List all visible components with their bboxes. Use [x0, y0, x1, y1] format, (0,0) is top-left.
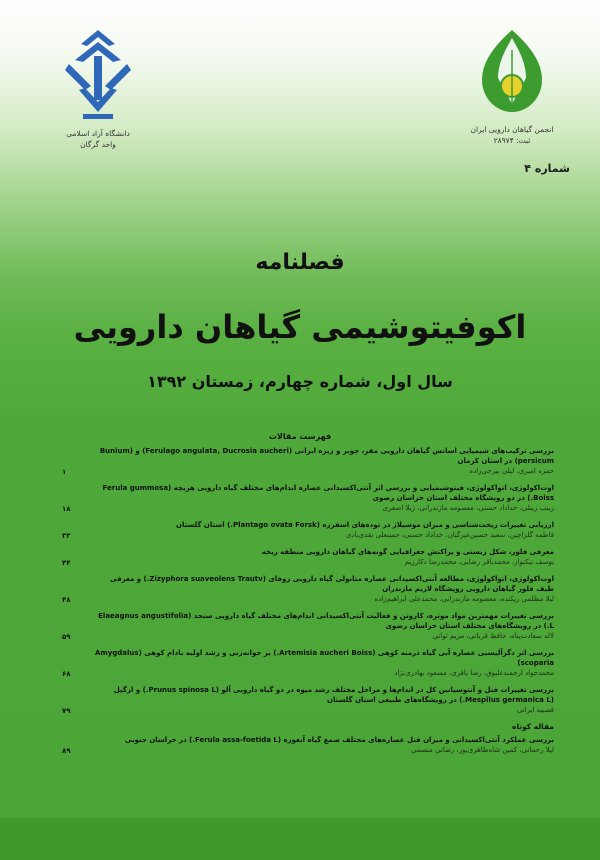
toc-entry[interactable]: [62, 547, 554, 567]
toc-entry-title: معرفی فلور، شکل زیستی و پراکنش جغرافیایی گونه‌های گیاهان دارویی منطقه ریخه: [261, 548, 554, 556]
toc-entry-authors: زینب زینلی، خداداد حسنی، معصومه مازندرانی، ژیلا اصغری: [382, 504, 554, 512]
university-caption-line1: دانشگاه آزاد اسلامی: [66, 129, 130, 138]
toc-entry-title: بررسی تغییرات مهمترین مواد موثره، کاروتن و فعالیت آنتی‌اکسیدانی اندام‌های مختلف گیاه دارویی سنجد (Elaeagnus angustifolia L.) در رویشگاه‌های مختلف استان خراسان رضوی: [98, 612, 554, 630]
toc-entry-authors: محمدجواد ارجمندغلیوق، رضا یاقری، مسعود بهادری‌نژاد: [394, 669, 554, 677]
university-caption-line2: واحد گرگان: [80, 140, 116, 149]
toc-entry-page: ۷۹: [62, 707, 71, 715]
toc-entry-page: ۴۸: [62, 596, 71, 604]
toc-entry[interactable]: [62, 483, 554, 513]
toc-entry-title: اوت‌اکولوژی، اتواکولوژی، مطالعه آنتی‌اکسیدانی عصاره متانولی گیاه دارویی زوفای (Zizyphora suaveolens Trautv.) و معرفی طیف فلور گیاهان دارویی رویشگاه لاریم مازندران: [109, 575, 554, 593]
toc-entry-authors: یوسف نیکنواز، محمدباقر رضایی، محمدرضا دکارزیم: [404, 558, 554, 566]
toc-entry-page: ۶۸: [62, 670, 71, 678]
society-logo: [442, 28, 582, 146]
toc-entry-title: اوت‌اکولوژی، اتواکولوژی، فیتوشیمیایی و بررسی اثر آنتی‌اکسیدانی عصاره اندام‌های مختلف گیاه دارویی هریچه (Ferula gummosa Boiss.) در دو رویشگاه مختلف استان خراسان رضوی: [102, 484, 554, 502]
toc-entry[interactable]: [62, 735, 554, 755]
toc-entry-page: ۱: [62, 468, 67, 476]
toc-entry[interactable]: [62, 520, 554, 540]
toc-entry-authors: حمزه امیری، لیلی بیرجی‌زاده: [469, 467, 554, 475]
leaf-drop-icon: [476, 28, 548, 118]
journal-title: اکوفیتوشیمی گیاهان دارویی: [73, 308, 527, 346]
toc-entry[interactable]: [62, 611, 554, 641]
toc-entry-title: بررسی تغییرات فنل و آنتوسیانین کل در اندام‌ها و مراحل مختلف رشد میوه در دو گیاه دارویی آلو (Prunus spinosa L.) و ازگیل (Mespilus germanica L.) در رویشگاه‌های طبیعی استان گلستان: [113, 686, 554, 704]
toc-entry-page: ۴۴: [62, 559, 71, 567]
issue-number: شماره ۴: [524, 162, 570, 175]
toc-entry-title: ارزیابی تغییرات ریخت‌شناسی و میزان موسیلاژ در توده‌های اسفرزه (Plantago ovata Forsk.) استان گلستان: [175, 521, 554, 529]
journal-label: فصلنامه: [255, 250, 345, 275]
university-emblem-icon: [63, 28, 133, 126]
toc-entry-authors: لیلا رحمانی، کمین شاه‌ظاهری‌پور، رضانی متصمی: [411, 746, 554, 754]
toc-entry-page: ۳۳: [62, 532, 71, 540]
toc-list: [62, 446, 554, 715]
toc-entry[interactable]: [62, 648, 554, 678]
toc-entry-authors: قصیبه ایرانی: [516, 706, 554, 714]
toc-entry-authors: فاطمه گلزاچین، سعید حسین‌غیرگیان، خداداد حسنی، حسنعلی نقدی‌بادی: [345, 531, 554, 539]
short-articles-list: [62, 735, 554, 755]
toc-entry-authors: لیلا مظلمی ریکنده، معصومه مازندرانی، محمدعلی ابراهیم‌زاده: [374, 595, 554, 603]
toc-heading: فهرست مقالات: [268, 432, 332, 441]
toc-entry-page: ۵۹: [62, 633, 71, 641]
toc-entry-title: بررسی ترکیب‌های شیمیایی اسانس گیاهان دارویی مفر، چوبر و زیره ایرانی (Ferulago angulata, Ducrosia aucheri) و (Bunium persicum) در استان کرمان: [99, 447, 554, 465]
journal-subtitle: سال اول، شماره چهارم، زمستان ۱۳۹۲: [147, 372, 453, 391]
society-caption-line1: انجمن گیاهان دارویی ایران: [470, 125, 554, 134]
short-articles-heading: مقاله کوتاه: [512, 722, 554, 731]
toc-entry[interactable]: [62, 446, 554, 476]
toc-entry[interactable]: [62, 574, 554, 604]
toc-entry-page: ۱۸: [62, 505, 71, 513]
toc-entry-authors: لاله سعادت‌پناه، حافظ قربانی، مریم ثوانی: [432, 632, 554, 640]
bottom-band: [0, 818, 600, 860]
toc-entry-title: بررسی عملکرد آنتی‌اکسیدانی و میزان فنل عصاره‌های مختلف صمغ گیاه آنغوزه (Ferula assa-foetida L.) در خراسان جنوبی: [124, 736, 554, 744]
university-logo: [48, 28, 148, 150]
toc-entry-title: بررسی اثر دگرآلیسیی عصاره آبی گیاه درمنه کوهی (Artemisia aucheri Boiss.) بر جوانه‌زنی و رشد اولیه بادام کوهی (Amygdalus scoparia): [94, 649, 554, 667]
table-of-contents: [62, 446, 554, 762]
society-caption-line2: ثبت: ۲۸۹۷۴: [493, 136, 531, 145]
toc-entry-page: ۸۹: [62, 747, 71, 755]
toc-entry[interactable]: [62, 685, 554, 715]
